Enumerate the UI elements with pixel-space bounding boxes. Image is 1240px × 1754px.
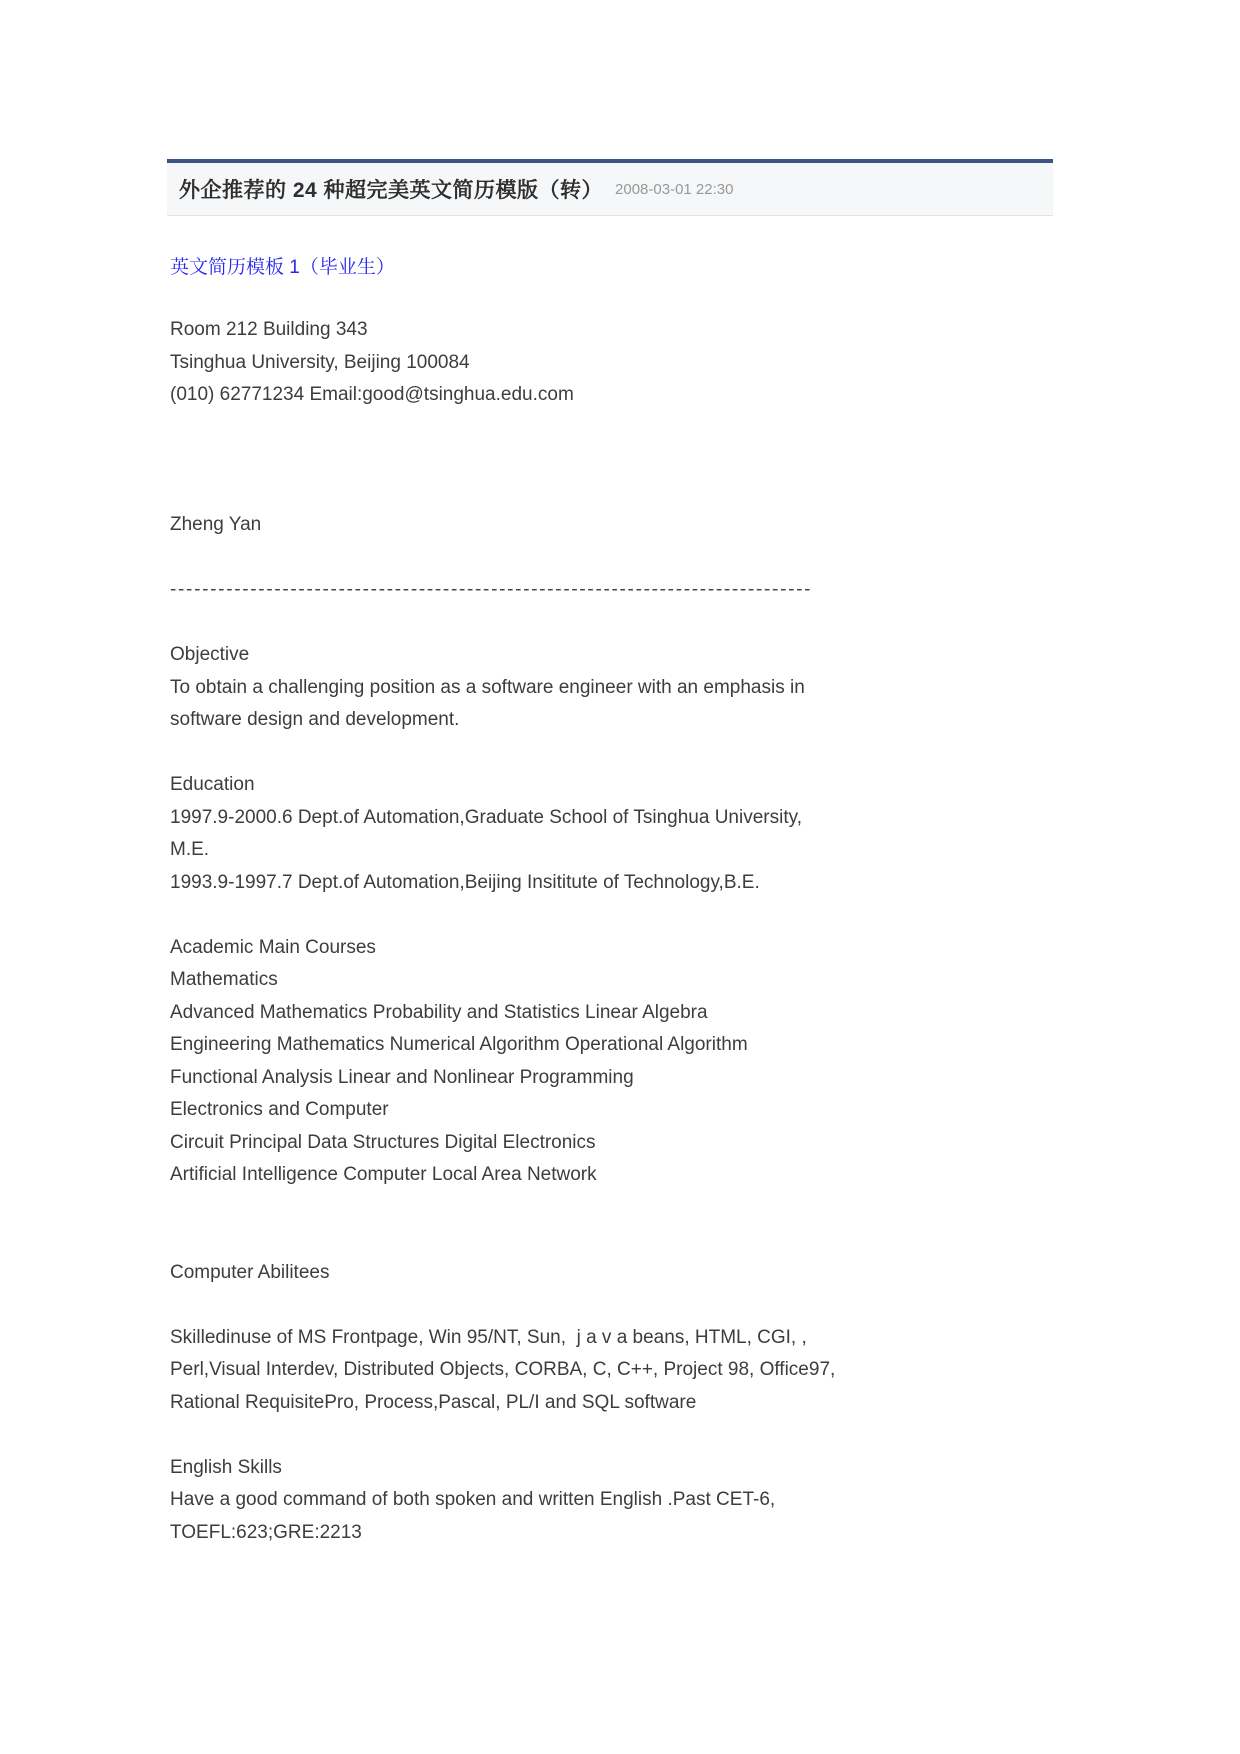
blank-line [170, 899, 835, 932]
post-title: 外企推荐的 24 种超完美英文简历模版（转） [179, 179, 604, 202]
blank-line [170, 1289, 835, 1322]
text-line: Academic Main Courses [170, 936, 376, 958]
blank-line [170, 542, 835, 575]
text-line: Circuit Principal Data Structures Digital Electronics [170, 1131, 596, 1153]
text-line: Mathematics [170, 969, 278, 990]
blank-line [170, 1224, 835, 1257]
text-line: M.E. [170, 839, 210, 860]
blank-line [170, 1419, 835, 1452]
text-line: Education [170, 774, 255, 795]
text-line: To obtain a challenging position as a software engineer with an emphasis in [170, 676, 805, 698]
text-line: TOEFL:623;GRE:2213 [170, 1521, 362, 1543]
text-line: Tsinghua University, Beijing 100084 [170, 351, 470, 373]
text-line: Rational RequisitePro, Process,Pascal, PL/I and SQL software [170, 1391, 697, 1413]
text-line: Objective [170, 644, 250, 665]
text-line: Electronics and Computer [170, 1099, 389, 1120]
text-line: Room 212 Building 343 [170, 319, 368, 340]
post-header [167, 159, 1053, 216]
blank-line [170, 607, 835, 640]
text-line: Have a good command of both spoken and written English .Past CET-6, [170, 1489, 776, 1510]
text-line: 1993.9-1997.7 Dept.of Automation,Beijing Insititute of Technology,B.E. [170, 871, 760, 893]
text-line: Advanced Mathematics Probability and Statistics Linear Algebra [170, 1001, 708, 1023]
text-line: (010) 62771234 Email:good@tsinghua.edu.com [170, 384, 574, 405]
resume-text [170, 314, 835, 1549]
text-line: Zheng Yan [170, 514, 262, 535]
blank-line [170, 444, 835, 477]
text-line: 1997.9-2000.6 Dept.of Automation,Graduate School of Tsinghua University, [170, 806, 802, 828]
blank-line [170, 412, 835, 445]
text-line: Artificial Intelligence Computer Local Area Network [170, 1164, 597, 1185]
blank-line [170, 1192, 835, 1225]
text-line: Computer Abilitees [170, 1261, 330, 1283]
separator-line: -------------------------------------------------------------------------------- [170, 579, 813, 600]
blank-line [170, 477, 835, 510]
text-line: software design and development. [170, 709, 460, 730]
text-line: English Skills [170, 1456, 282, 1478]
blank-line [170, 737, 835, 770]
text-line: Skilledinuse of MS Frontpage, Win 95/NT, Sun, j a v a beans, HTML, CGI, , [170, 1326, 807, 1348]
text-line: Engineering Mathematics Numerical Algorithm Operational Algorithm [170, 1034, 748, 1055]
post-date: 2008-03-01 22:30 [615, 180, 734, 198]
text-line: Functional Analysis Linear and Nonlinear Programming [170, 1066, 634, 1088]
text-line: Perl,Visual Interdev, Distributed Objects, CORBA, C, C++, Project 98, Office97, [170, 1359, 836, 1380]
resume-template-1-link[interactable]: 英文简历模板 1（毕业生） [170, 257, 395, 278]
